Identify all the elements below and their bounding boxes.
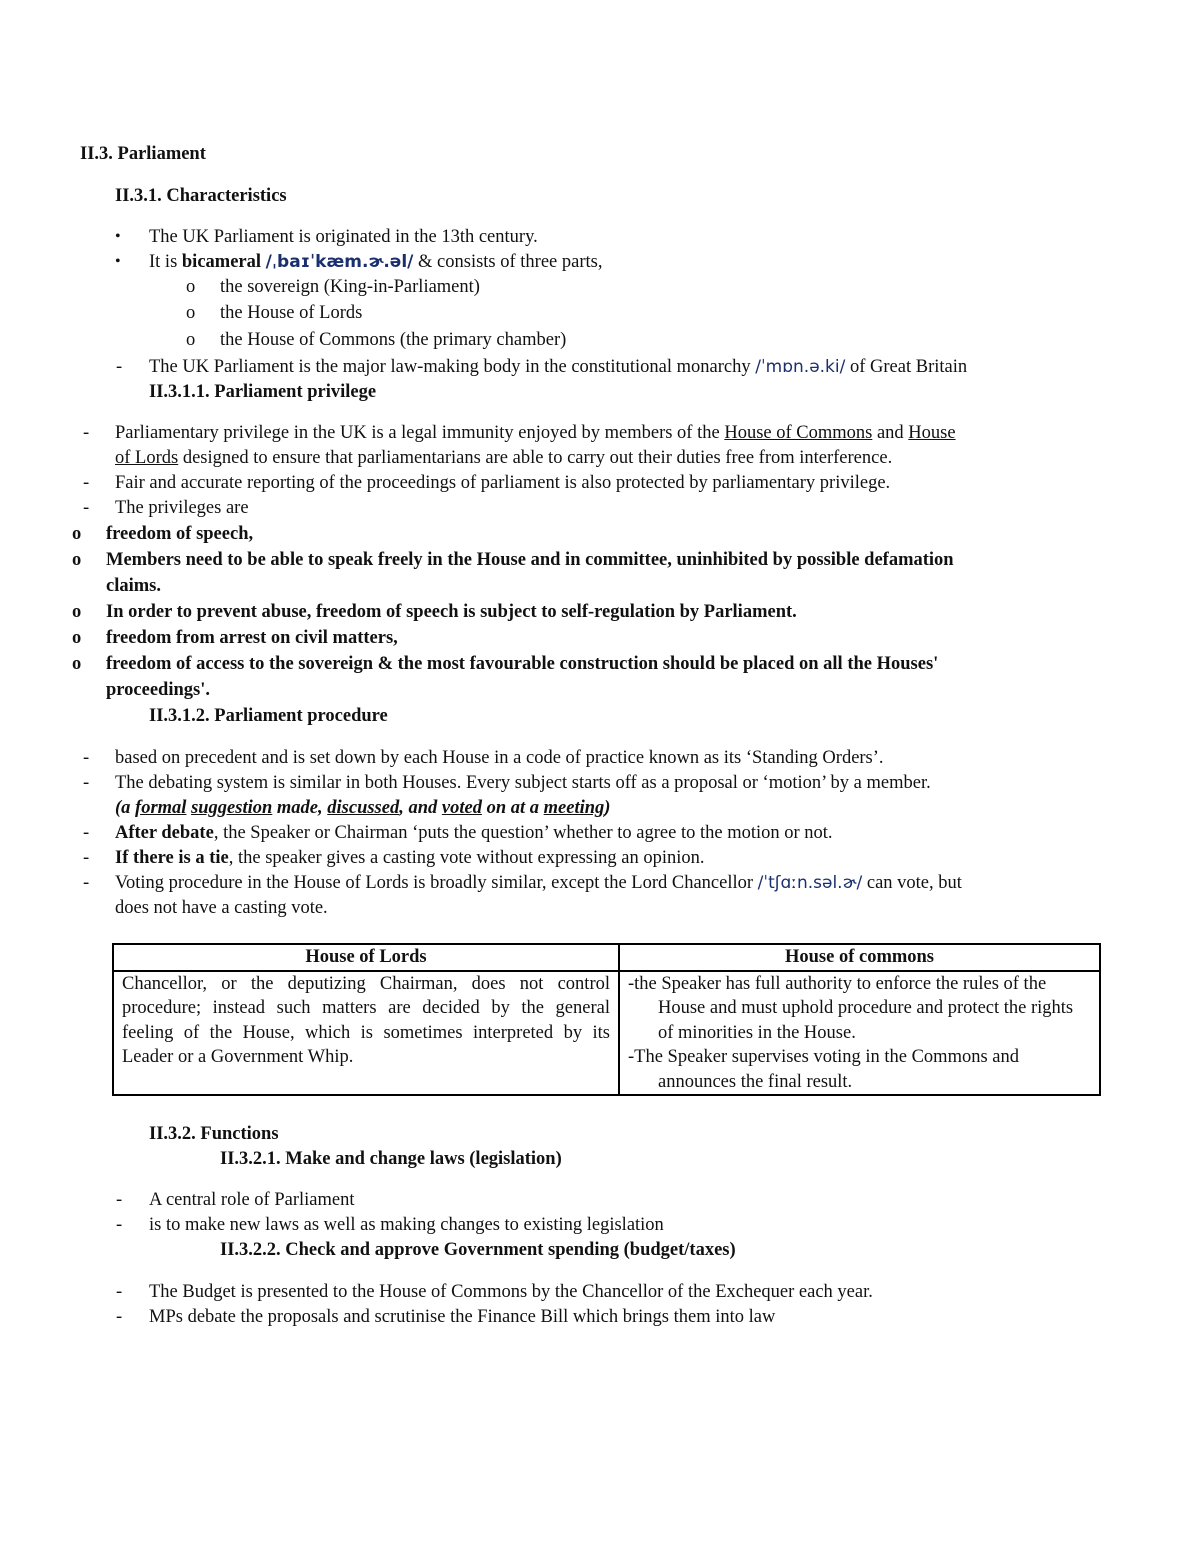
privilege-line-2: Fair and accurate reporting of the proceedings of parliament is also protected by parliamentary privilege. <box>115 473 891 493</box>
table-header-commons: House of commons <box>619 944 1100 971</box>
privilege-item: Members need to be able to speak freely in the House and in committee, uninhibited by possible defamation <box>106 550 954 570</box>
privilege-item: In order to prevent abuse, freedom of speech is subject to self-regulation by Parliament. <box>106 602 797 622</box>
heading-procedure: II.3.1.2. Parliament procedure <box>149 706 388 726</box>
privilege-item: freedom of access to the sovereign & the most favourable construction should be placed on all the Houses' <box>106 654 939 674</box>
privilege-item: freedom from arrest on civil matters, <box>106 628 398 648</box>
dash-marker: - <box>83 823 90 843</box>
procedure-line-2: The debating system is similar in both Houses. Every subject starts off as a proposal or ‘motion’ by a member. <box>115 773 931 793</box>
laws-line-1: A central role of Parliament <box>149 1190 355 1210</box>
dash-marker: - <box>116 1282 123 1302</box>
circle-marker: o <box>72 602 82 622</box>
procedure-line-4: If there is a tie, the speaker gives a casting vote without expressing an opinion. <box>115 848 705 868</box>
heading-privilege: II.3.1.1. Parliament privilege <box>149 382 377 402</box>
bullet-origin: The UK Parliament is originated in the 13th century. <box>149 227 538 247</box>
houses-comparison-table <box>112 943 1101 1096</box>
procedure-line-5: Voting procedure in the House of Lords is broadly similar, except the Lord Chancellor /ˈtʃɑːn.səl.ɚ/ can vote, but <box>115 873 962 893</box>
dash-marker: - <box>116 1190 123 1210</box>
circle-marker: o <box>72 550 82 570</box>
laws-line-2: is to make new laws as well as making changes to existing legislation <box>149 1215 664 1235</box>
dash-marker: - <box>116 1307 123 1327</box>
table-cell-commons <box>619 971 1100 1096</box>
ipa-chancellor: /ˈtʃɑːn.səl.ɚ/ <box>757 873 863 893</box>
privilege-item-cont: proceedings'. <box>106 680 210 700</box>
procedure-line-3: After debate, the Speaker or Chairman ‘puts the question’ whether to agree to the motion or not. <box>115 823 833 843</box>
dash-marker: - <box>83 848 90 868</box>
bullet-bicameral: It is bicameral /ˌbaɪˈkæm.ɚ.əl/ & consists of three parts, <box>149 252 603 272</box>
circle-marker: o <box>186 330 196 350</box>
part-item: the House of Commons (the primary chamber) <box>220 330 567 350</box>
dash-marker: - <box>116 357 123 377</box>
privilege-item-cont: claims. <box>106 576 161 596</box>
dash-marker: - <box>83 498 90 518</box>
link-house-of-commons[interactable]: House of Commons <box>724 423 873 443</box>
commons-item: -The Speaker supervises voting in the Commons and announces the final result. <box>628 1047 1020 1092</box>
part-item: the sovereign (King-in-Parliament) <box>220 277 480 297</box>
heading-functions: II.3.2. Functions <box>149 1124 279 1144</box>
circle-marker: o <box>186 303 196 323</box>
heading-parliament: II.3. Parliament <box>80 144 206 164</box>
dash-marker: - <box>116 1215 123 1235</box>
heading-laws: II.3.2.1. Make and change laws (legislation) <box>220 1149 562 1169</box>
heading-spending: II.3.2.2. Check and approve Government spending (budget/taxes) <box>220 1240 736 1260</box>
procedure-note: (a formal suggestion made, discussed, and voted on at a meeting) <box>115 798 611 818</box>
ipa-bicameral: /ˌbaɪˈkæm.ɚ.əl/ <box>265 252 414 272</box>
privilege-line-1: Parliamentary privilege in the UK is a legal immunity enjoyed by members of the House of Commons and House <box>115 423 956 443</box>
dash-marker: - <box>83 473 90 493</box>
circle-marker: o <box>72 524 82 544</box>
heading-characteristics: II.3.1. Characteristics <box>115 186 287 206</box>
procedure-line-1: based on precedent and is set down by each House in a code of practice known as its ‘Standing Orders’. <box>115 748 884 768</box>
privilege-line-1b: of Lords designed to ensure that parliamentarians are able to carry out their duties free from interference. <box>115 448 893 468</box>
bullet-marker: • <box>115 228 121 245</box>
dash-marker: - <box>83 423 90 443</box>
circle-marker: o <box>72 654 82 674</box>
ipa-monarchy: /ˈmɒn.ə.ki/ <box>755 357 846 377</box>
lawmaking-line: The UK Parliament is the major law-making body in the constitutional monarchy /ˈmɒn.ə.ki/ of Great Britain <box>149 357 968 377</box>
dash-marker: - <box>83 773 90 793</box>
part-item: the House of Lords <box>220 303 363 323</box>
privilege-item: freedom of speech, <box>106 524 254 544</box>
circle-marker: o <box>186 277 196 297</box>
table-cell-lords: Chancellor, or the deputizing Chairman, does not control procedure; instead such matters are decided by the general feeling of the House, which is sometimes interpreted by its Leader or a Government Whip. <box>113 971 619 1096</box>
table-header-lords: House of Lords <box>113 944 619 971</box>
circle-marker: o <box>72 628 82 648</box>
bullet-marker: • <box>115 253 121 270</box>
spending-line-2: MPs debate the proposals and scrutinise the Finance Bill which brings them into law <box>149 1307 776 1327</box>
procedure-line-5b: does not have a casting vote. <box>115 898 328 918</box>
dash-marker: - <box>83 748 90 768</box>
dash-marker: - <box>83 873 90 893</box>
commons-item: -the Speaker has full authority to enforce the rules of the House and must uphold procedure and protect the rights of minorities in the House. <box>628 973 1074 1043</box>
privilege-line-3: The privileges are <box>115 498 249 518</box>
spending-line-1: The Budget is presented to the House of Commons by the Chancellor of the Exchequer each year. <box>149 1282 873 1302</box>
link-house-of-lords[interactable]: House <box>908 423 956 443</box>
link-house-of-lords[interactable]: of Lords <box>115 448 179 468</box>
